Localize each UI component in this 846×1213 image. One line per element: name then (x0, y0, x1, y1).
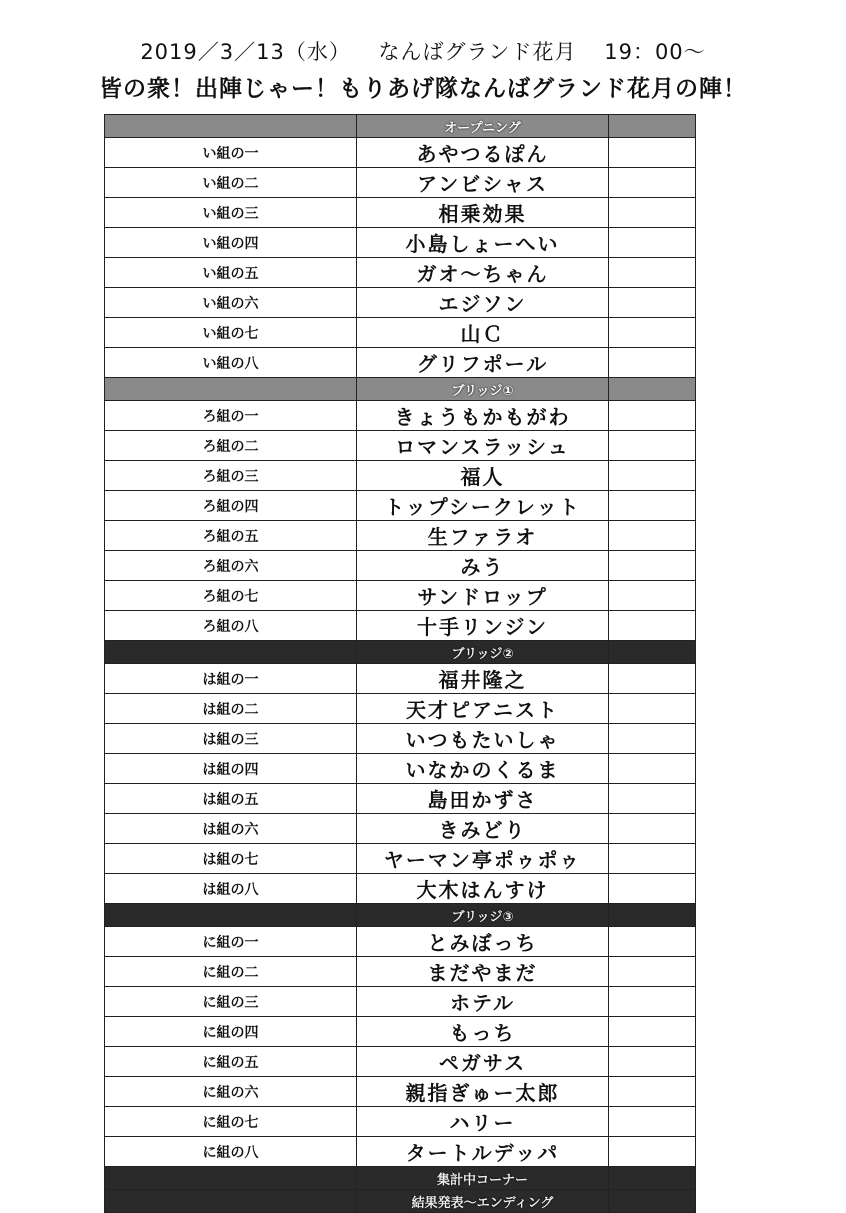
notes-cell (609, 551, 696, 581)
table-row (105, 1017, 696, 1047)
section-header-cell-left (105, 1190, 357, 1213)
section-header-cell-left (105, 1167, 357, 1190)
group-label: に組の七 (105, 1107, 357, 1137)
performer-name: 山Ｃ (357, 318, 609, 348)
performer-name: きみどり (357, 814, 609, 844)
notes-cell (609, 461, 696, 491)
section-label: 集計中コーナー (357, 1167, 609, 1190)
group-label: は組の六 (105, 814, 357, 844)
notes-cell (609, 814, 696, 844)
table-row (105, 401, 696, 431)
performer-name: ハリー (357, 1107, 609, 1137)
performer-name: ホテル (357, 987, 609, 1017)
section-header-cell-left (105, 904, 357, 927)
performer-name: いなかのくるま (357, 754, 609, 784)
group-label: に組の三 (105, 987, 357, 1017)
performer-name: ペガサス (357, 1047, 609, 1077)
performer-name: もっち (357, 1017, 609, 1047)
group-label: は組の七 (105, 844, 357, 874)
notes-cell (609, 1137, 696, 1167)
event-venue: なんばグランド花月 (378, 40, 577, 64)
notes-cell (609, 258, 696, 288)
group-label: ろ組の六 (105, 551, 357, 581)
table-row (105, 461, 696, 491)
table-row (105, 198, 696, 228)
group-label: ろ組の四 (105, 491, 357, 521)
performer-name: 親指ぎゅー太郎 (357, 1077, 609, 1107)
group-label: い組の四 (105, 228, 357, 258)
notes-cell (609, 1077, 696, 1107)
event-date: 2019／3／13（水） (140, 40, 351, 64)
notes-cell (609, 228, 696, 258)
notes-cell (609, 138, 696, 168)
section-header (105, 904, 696, 927)
performer-name: 福井隆之 (357, 664, 609, 694)
notes-cell (609, 724, 696, 754)
table-row (105, 258, 696, 288)
performer-name: とみぼっち (357, 927, 609, 957)
notes-cell (609, 784, 696, 814)
section-label: ブリッジ② (357, 641, 609, 664)
notes-cell (609, 521, 696, 551)
table-row (105, 551, 696, 581)
group-label: に組の四 (105, 1017, 357, 1047)
section-header-cell-left (105, 378, 357, 401)
program-body (105, 115, 696, 1213)
table-row (105, 987, 696, 1017)
program-table (104, 114, 696, 1213)
group-label: い組の八 (105, 348, 357, 378)
performer-name: 福人 (357, 461, 609, 491)
section-header (105, 378, 696, 401)
group-label: に組の六 (105, 1077, 357, 1107)
table-row (105, 521, 696, 551)
notes-cell (609, 168, 696, 198)
notes-cell (609, 198, 696, 228)
notes-cell (609, 1047, 696, 1077)
table-row (105, 138, 696, 168)
performer-name: みう (357, 551, 609, 581)
notes-cell (609, 957, 696, 987)
performer-name: 十手リンジン (357, 611, 609, 641)
group-label: い組の五 (105, 258, 357, 288)
section-header-cell-left (105, 641, 357, 664)
notes-cell (609, 927, 696, 957)
performer-name: 相乗効果 (357, 198, 609, 228)
table-row (105, 754, 696, 784)
table-row (105, 1047, 696, 1077)
performer-name: グリフポール (357, 348, 609, 378)
performer-name: 天才ピアニスト (357, 694, 609, 724)
event-time: 19：00～ (604, 40, 706, 64)
notes-cell (609, 1107, 696, 1137)
page-title: 皆の衆！出陣じゃー！もりあげ隊なんばグランド花月の陣！ (99, 76, 747, 102)
section-header (105, 1190, 696, 1213)
table-row (105, 1107, 696, 1137)
section-header (105, 1167, 696, 1190)
section-header-cell-right (609, 378, 696, 401)
performer-name: タートルデッパ (357, 1137, 609, 1167)
table-row (105, 957, 696, 987)
table-row (105, 168, 696, 198)
group-label: ろ組の一 (105, 401, 357, 431)
table-row (105, 664, 696, 694)
group-label: に組の五 (105, 1047, 357, 1077)
notes-cell (609, 987, 696, 1017)
notes-cell (609, 401, 696, 431)
table-row (105, 431, 696, 461)
performer-name: まだやまだ (357, 957, 609, 987)
notes-cell (609, 694, 696, 724)
group-label: は組の八 (105, 874, 357, 904)
notes-cell (609, 1017, 696, 1047)
table-row (105, 694, 696, 724)
table-row (105, 844, 696, 874)
group-label: い組の二 (105, 168, 357, 198)
performer-name: ガオ～ちゃん (357, 258, 609, 288)
table-row (105, 927, 696, 957)
performer-name: 島田かずさ (357, 784, 609, 814)
group-label: は組の四 (105, 754, 357, 784)
group-label: ろ組の五 (105, 521, 357, 551)
notes-cell (609, 664, 696, 694)
notes-cell (609, 431, 696, 461)
group-label: は組の二 (105, 694, 357, 724)
notes-cell (609, 611, 696, 641)
performer-name: アンビシャス (357, 168, 609, 198)
performer-name: エジソン (357, 288, 609, 318)
table-row (105, 581, 696, 611)
notes-cell (609, 491, 696, 521)
table-row (105, 724, 696, 754)
section-header-cell-right (609, 1190, 696, 1213)
notes-cell (609, 288, 696, 318)
performer-name: 小島しょーへい (357, 228, 609, 258)
section-header (105, 641, 696, 664)
notes-cell (609, 754, 696, 784)
group-label: は組の三 (105, 724, 357, 754)
table-row (105, 1137, 696, 1167)
table-row (105, 611, 696, 641)
group-label: に組の一 (105, 927, 357, 957)
notes-cell (609, 581, 696, 611)
notes-cell (609, 318, 696, 348)
section-header-cell-right (609, 641, 696, 664)
performer-name: サンドロップ (357, 581, 609, 611)
performer-name: あやつるぽん (357, 138, 609, 168)
table-row (105, 348, 696, 378)
performer-name: 生ファラオ (357, 521, 609, 551)
group-label: ろ組の三 (105, 461, 357, 491)
group-label: い組の一 (105, 138, 357, 168)
performer-name: きょうもかもがわ (357, 401, 609, 431)
group-label: い組の三 (105, 198, 357, 228)
group-label: い組の七 (105, 318, 357, 348)
section-header (105, 115, 696, 138)
group-label: ろ組の七 (105, 581, 357, 611)
table-row (105, 784, 696, 814)
table-row (105, 228, 696, 258)
performer-name: ヤーマン亭ポゥポゥ (357, 844, 609, 874)
section-header-cell-right (609, 1167, 696, 1190)
group-label: は組の五 (105, 784, 357, 814)
table-row (105, 1077, 696, 1107)
section-label: オープニング (357, 115, 609, 138)
performer-name: 大木はんすけ (357, 874, 609, 904)
table-row (105, 288, 696, 318)
section-header-cell-left (105, 115, 357, 138)
group-label: は組の一 (105, 664, 357, 694)
table-row (105, 491, 696, 521)
section-label: 結果発表～エンディング (357, 1190, 609, 1213)
section-header-cell-right (609, 115, 696, 138)
group-label: ろ組の二 (105, 431, 357, 461)
notes-cell (609, 844, 696, 874)
section-label: ブリッジ③ (357, 904, 609, 927)
table-row (105, 814, 696, 844)
header-date-line (0, 36, 846, 66)
performer-name: ロマンスラッシュ (357, 431, 609, 461)
group-label: ろ組の八 (105, 611, 357, 641)
group-label: に組の二 (105, 957, 357, 987)
performer-name: トップシークレット (357, 491, 609, 521)
performer-name: いつもたいしゃ (357, 724, 609, 754)
table-row (105, 318, 696, 348)
group-label: い組の六 (105, 288, 357, 318)
notes-cell (609, 348, 696, 378)
notes-cell (609, 874, 696, 904)
table-row (105, 874, 696, 904)
section-label: ブリッジ① (357, 378, 609, 401)
section-header-cell-right (609, 904, 696, 927)
group-label: に組の八 (105, 1137, 357, 1167)
